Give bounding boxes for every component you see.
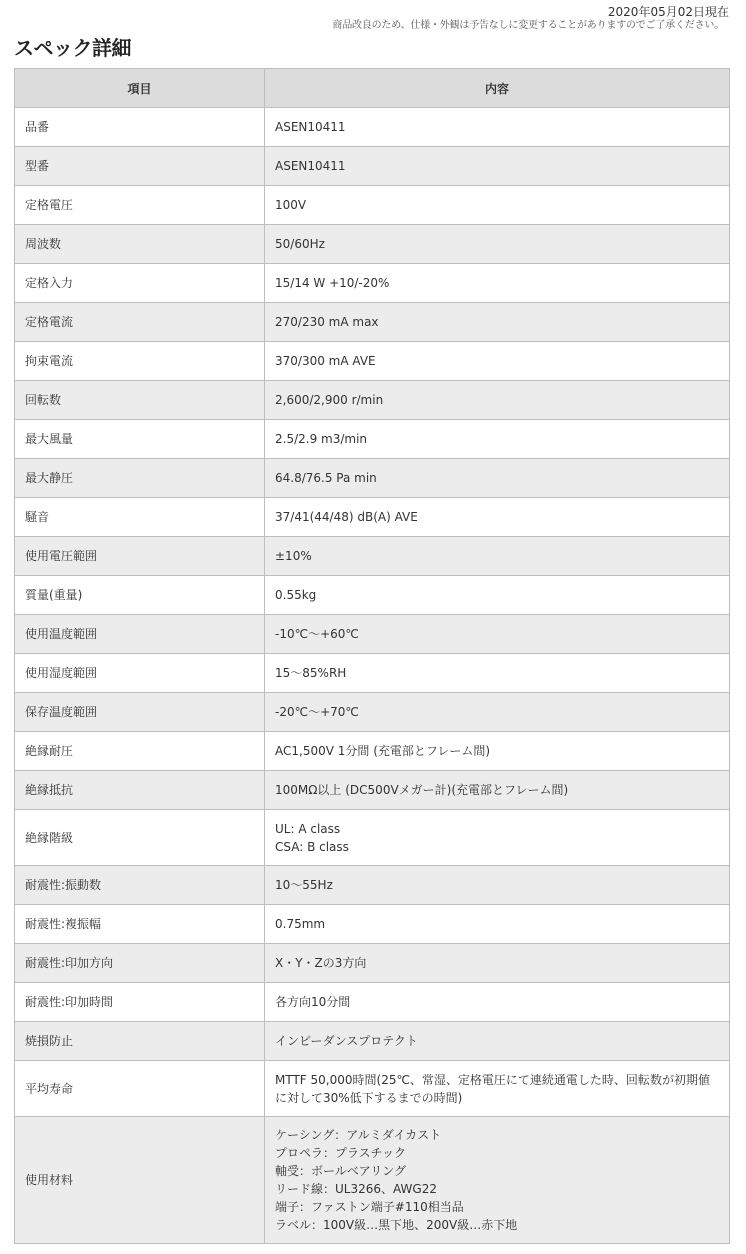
- spec-value: [265, 108, 730, 147]
- spec-value: [265, 866, 730, 905]
- spec-value: [265, 654, 730, 693]
- table-row: [15, 810, 730, 866]
- spec-value: [265, 944, 730, 983]
- spec-table: [14, 68, 730, 1244]
- table-row: [15, 905, 730, 944]
- header-item: 項目: [15, 69, 265, 108]
- spec-label: 定格電圧: [15, 186, 265, 225]
- spec-value-line: 2.5/2.9 m3/min: [275, 432, 368, 446]
- spec-value: [265, 810, 730, 866]
- change-notice: 商品改良のため、仕様・外観は予告なしに変更することがありますのでご了承ください。: [332, 20, 724, 31]
- table-row: [15, 983, 730, 1022]
- table-row: [15, 186, 730, 225]
- table-row: [15, 693, 730, 732]
- spec-value-line: 100MΩ以上 (DC500Vメガー計)(充電部とフレーム間): [275, 783, 569, 797]
- spec-label: 使用材料: [15, 1117, 265, 1244]
- spec-value: [265, 147, 730, 186]
- table-row: [15, 1022, 730, 1061]
- spec-label: 耐震性:印加時間: [15, 983, 265, 1022]
- spec-value: [265, 186, 730, 225]
- spec-label: 定格電流: [15, 303, 265, 342]
- spec-value-line: X・Y・Zの3方向: [275, 956, 367, 970]
- table-row: [15, 576, 730, 615]
- table-row: [15, 615, 730, 654]
- spec-value-line: -20℃～+70℃: [275, 705, 359, 719]
- spec-value-line: ±10%: [275, 549, 312, 563]
- spec-value-line: ケーシング：アルミダイカスト: [275, 1128, 442, 1142]
- table-row: [15, 498, 730, 537]
- spec-value-line: 15～85%RH: [275, 666, 347, 680]
- spec-label: 最大風量: [15, 420, 265, 459]
- spec-value: [265, 1061, 730, 1117]
- spec-label: 平均寿命: [15, 1061, 265, 1117]
- spec-value-line: ラベル：100V級…黒下地、200V級…赤下地: [275, 1218, 518, 1232]
- spec-label: 耐震性:複振幅: [15, 905, 265, 944]
- table-row: [15, 771, 730, 810]
- spec-value: [265, 420, 730, 459]
- spec-value-line: 15/14 W +10/-20%: [275, 276, 390, 290]
- spec-label: 絶縁抵抗: [15, 771, 265, 810]
- spec-label: 焼損防止: [15, 1022, 265, 1061]
- spec-value-line: 64.8/76.5 Pa min: [275, 471, 377, 485]
- table-row: [15, 944, 730, 983]
- spec-label: 耐震性:印加方向: [15, 944, 265, 983]
- spec-value: [265, 225, 730, 264]
- spec-value-line: 37/41(44/48) dB(A) AVE: [275, 510, 418, 524]
- spec-value-line: ASEN10411: [275, 120, 346, 134]
- table-row: [15, 381, 730, 420]
- spec-value-line: 370/300 mA AVE: [275, 354, 376, 368]
- table-row: [15, 342, 730, 381]
- spec-value-line: 10～55Hz: [275, 878, 333, 892]
- spec-value-line: CSA: B class: [275, 839, 349, 854]
- spec-value: [265, 498, 730, 537]
- table-row: [15, 459, 730, 498]
- spec-value: [265, 732, 730, 771]
- spec-label: 絶縁耐圧: [15, 732, 265, 771]
- spec-value: [265, 576, 730, 615]
- spec-table-header-row: [15, 69, 730, 108]
- table-row: [15, 1117, 730, 1244]
- spec-table-body: [15, 108, 730, 1244]
- table-row: [15, 108, 730, 147]
- spec-value: [265, 537, 730, 576]
- page-title: スペック詳細: [14, 36, 131, 60]
- table-row: [15, 654, 730, 693]
- spec-value-line: 端子：ファストン端子#110相当品: [275, 1200, 464, 1214]
- spec-value: [265, 615, 730, 654]
- table-row: [15, 1061, 730, 1117]
- spec-value-line: 0.75mm: [275, 917, 326, 931]
- as-of-date: 2020年05月02日現在: [607, 5, 729, 19]
- table-row: [15, 303, 730, 342]
- spec-label: 質量(重量): [15, 576, 265, 615]
- spec-label: 周波数: [15, 225, 265, 264]
- spec-label: 最大静圧: [15, 459, 265, 498]
- table-row: [15, 866, 730, 905]
- spec-value: [265, 983, 730, 1022]
- spec-value-line: -10℃～+60℃: [275, 627, 359, 641]
- spec-label: 回転数: [15, 381, 265, 420]
- spec-value-line: 0.55kg: [275, 588, 317, 602]
- spec-label: 品番: [15, 108, 265, 147]
- spec-label: 耐震性:振動数: [15, 866, 265, 905]
- spec-value-line: ASEN10411: [275, 159, 346, 173]
- table-row: [15, 420, 730, 459]
- table-row: [15, 732, 730, 771]
- spec-label: 拘束電流: [15, 342, 265, 381]
- spec-label: 保存温度範囲: [15, 693, 265, 732]
- header-content: 内容: [265, 69, 730, 108]
- spec-value-line: UL: A class: [275, 821, 341, 836]
- spec-value-line: インピーダンスプロテクト: [275, 1034, 418, 1048]
- table-row: [15, 225, 730, 264]
- table-row: [15, 147, 730, 186]
- spec-label: 使用湿度範囲: [15, 654, 265, 693]
- spec-value-line: 50/60Hz: [275, 237, 325, 251]
- spec-value: [265, 459, 730, 498]
- spec-value: [265, 905, 730, 944]
- table-row: [15, 537, 730, 576]
- spec-value-line: に対して30%低下するまでの時間): [275, 1090, 463, 1105]
- spec-label: 定格入力: [15, 264, 265, 303]
- spec-value-line: リード線：UL3266、AWG22: [275, 1182, 437, 1196]
- spec-label: 使用温度範囲: [15, 615, 265, 654]
- spec-value: [265, 264, 730, 303]
- spec-value-line: 100V: [275, 198, 307, 212]
- spec-value-line: 各方向10分間: [275, 995, 351, 1009]
- spec-label: 絶縁階級: [15, 810, 265, 866]
- table-row: [15, 264, 730, 303]
- spec-label: 騒音: [15, 498, 265, 537]
- spec-value-line: 軸受：ボールベアリング: [275, 1164, 407, 1178]
- spec-value: [265, 1022, 730, 1061]
- spec-label: 使用電圧範囲: [15, 537, 265, 576]
- spec-value-line: プロペラ：プラスチック: [275, 1146, 407, 1160]
- spec-value-line: 2,600/2,900 r/min: [275, 393, 384, 407]
- spec-value-line: AC1,500V 1分間 (充電部とフレーム間): [275, 744, 491, 758]
- spec-value: [265, 771, 730, 810]
- spec-value-line: 270/230 mA max: [275, 315, 379, 329]
- spec-value: [265, 381, 730, 420]
- spec-value: [265, 303, 730, 342]
- spec-label: 型番: [15, 147, 265, 186]
- spec-value-line: MTTF 50,000時間(25℃、常湿、定格電圧にて連続通電した時、回転数が初期値: [275, 1072, 710, 1087]
- spec-value: [265, 1117, 730, 1244]
- spec-value: [265, 693, 730, 732]
- spec-value: [265, 342, 730, 381]
